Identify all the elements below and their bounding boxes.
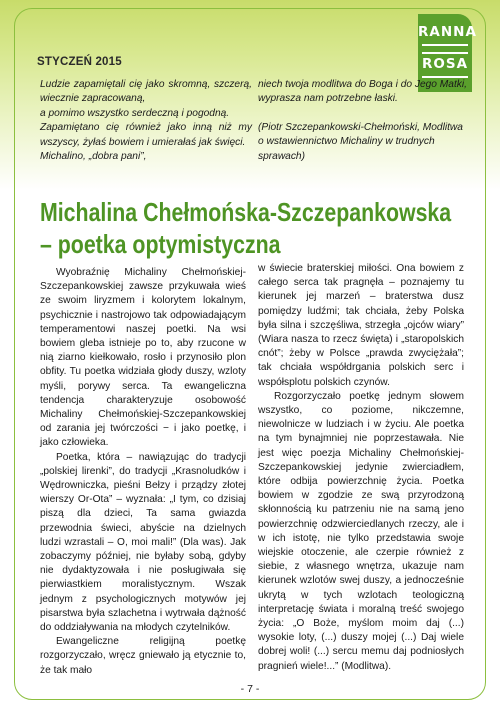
epigraph-line: wyprasza nam potrzebne łaski. (258, 93, 398, 105)
logo-word-rosa: ROSA (421, 56, 469, 72)
page-number: - 7 - (240, 683, 260, 695)
logo-divider (422, 52, 468, 54)
logo-word-ranna: RANNA (418, 24, 477, 40)
article-title (40, 196, 452, 260)
article-paragraph: Poetka, która – nawiązując do tradycji „polskiej lirenki”, do tradycji „Krasnoludków i Wędrowniczka, pieśni Bełzy i prządzy złotej wierszy Or-Ota” – wyznała: „I tym, co dzisiaj piszą dla dzieci, Ta sama gwiazda przewodnia świeci, abyście na dzielnych ludzi wzrastali – O, moi mali!” (Dla was). Jak zobaczymy później, nie byłaby sobą, gdyby nie dydaktyzowała i nie posługiwała się pierwiastkiem moralistycznym. Wszak jednym z psychologicznych motywów jej pisarstwa była szlachetna i wytrwała dążność do oddziaływania na młodych czytelników. (40, 451, 246, 634)
article-paragraph: Wyobraźnię Michaliny Chełmońskiej-Szczepankowskiej zawsze przykuwała wieś ze swoim liryzmem i kolorytem lokalnym, psychicznie i nastrojowo tak odpowiadającym temperamentowi naszej poetki. Na wsi bowiem gleba istnieje po to, aby rzucone w nią ziarno kiełkowało, rosło i przynosiło plon obfity. Tu poetka widziała głody duszy, wzloty myśli, porywy serca. Ta ewangeliczna tendencja charakteryzuje osobowość Michaliny Chełmońskiej-Szczepankowskiej od zarania jej twórczości − i jako poetkę, i jako człowieka. (40, 267, 246, 449)
article-paragraph: Ewangeliczne religijną poetkę rozgorzyczało, wręcz gniewało ją etycznie to, że tak mało (40, 636, 246, 676)
article-left-column (40, 266, 246, 678)
epigraph-line: Ludzie zapamiętali cię jako skromną, szczerą, (40, 79, 252, 90)
epigraph-left-column (40, 78, 252, 164)
epigraph-line: Zapamiętano cię również jako inną niż my (40, 122, 252, 134)
epigraph-line: wszyscy, żyłaś bowiem i umierałaś jak święci. (40, 136, 246, 148)
issue-date: STYCZEŃ 2015 (37, 56, 122, 68)
article-right-column (258, 262, 464, 674)
article-title-line: Michalina Chełmońska-Szczepankowska (40, 197, 452, 227)
epigraph-attribution: o wstawiennictwo Michaliny w trudnych sprawach) (258, 136, 435, 162)
epigraph-line: Michalino, „dobra pani”, (40, 151, 147, 163)
article-paragraph: Rozgorzyczało poetkę jednym słowem wszystko, co poziome, nikczemne, niewolnicze w ludziach i w życiu. Ale poetka na tym bynajmniej nie poprzestawała. Nie jest więc poezja Michaliny Chełmońskiej-Szczepankowskiej jedynie zwierciadłem, które odbija powierzchnię życia. Poetka bowiem w zgodzie ze swą przyrodzoną skłonnością ku patrzeniu nie na samą jeno powierzchnię odzwierciedlanych rzeczy, ale i w ich istotę, nie tylko przedstawia swoje wiejskie otoczenie, ale czerpie również z siebie, z własnego wnętrza, ukazuje nam kierunek wzlotów swej duszy, a jednocześnie ukrytą w tych wzlotach teologiczną interpretację świata i moralną treść swojego życia: „O Boże, myślom moim daj (...) wysokie loty, (...) duszy mojej (...) Daj wiele dobrej woli! (...) sercu memu daj podniosłych pragnień wiele!...” (Modlitwa). (258, 390, 464, 672)
epigraph-spacer (258, 107, 468, 121)
epigraph-line: niech twoja modlitwa do Boga i do Jego Matki, (258, 79, 467, 90)
epigraph-right-column (258, 78, 468, 164)
epigraph-line: a pomimo wszystko serdeczną i pogodną. (40, 107, 230, 119)
epigraph-attribution: (Piotr Szczepankowski-Chełmoński, Modlitwa (258, 121, 463, 133)
epigraph-line: wiecznie zapracowaną, (40, 93, 146, 105)
article-paragraph: w świecie braterskiej miłości. Ona bowiem z całego serca tak pragnęła – poznajemy tu kierunek jej marzeń – braterstwa dusz pomiędzy ludźmi; tak chciała, żeby Polska była silna i szczęśliwa, strzegła „ojców wiary” (Wiara nasza to rzecz święta) i „staropolskich cnót”; żeby w Polsce „prawda zwyciężała”; tak chciała współdrgania polskich serc i współsplotu polskich czynów. (258, 263, 464, 388)
logo-divider (422, 44, 468, 46)
article-title-line: – poetka optymistyczna (40, 229, 281, 259)
